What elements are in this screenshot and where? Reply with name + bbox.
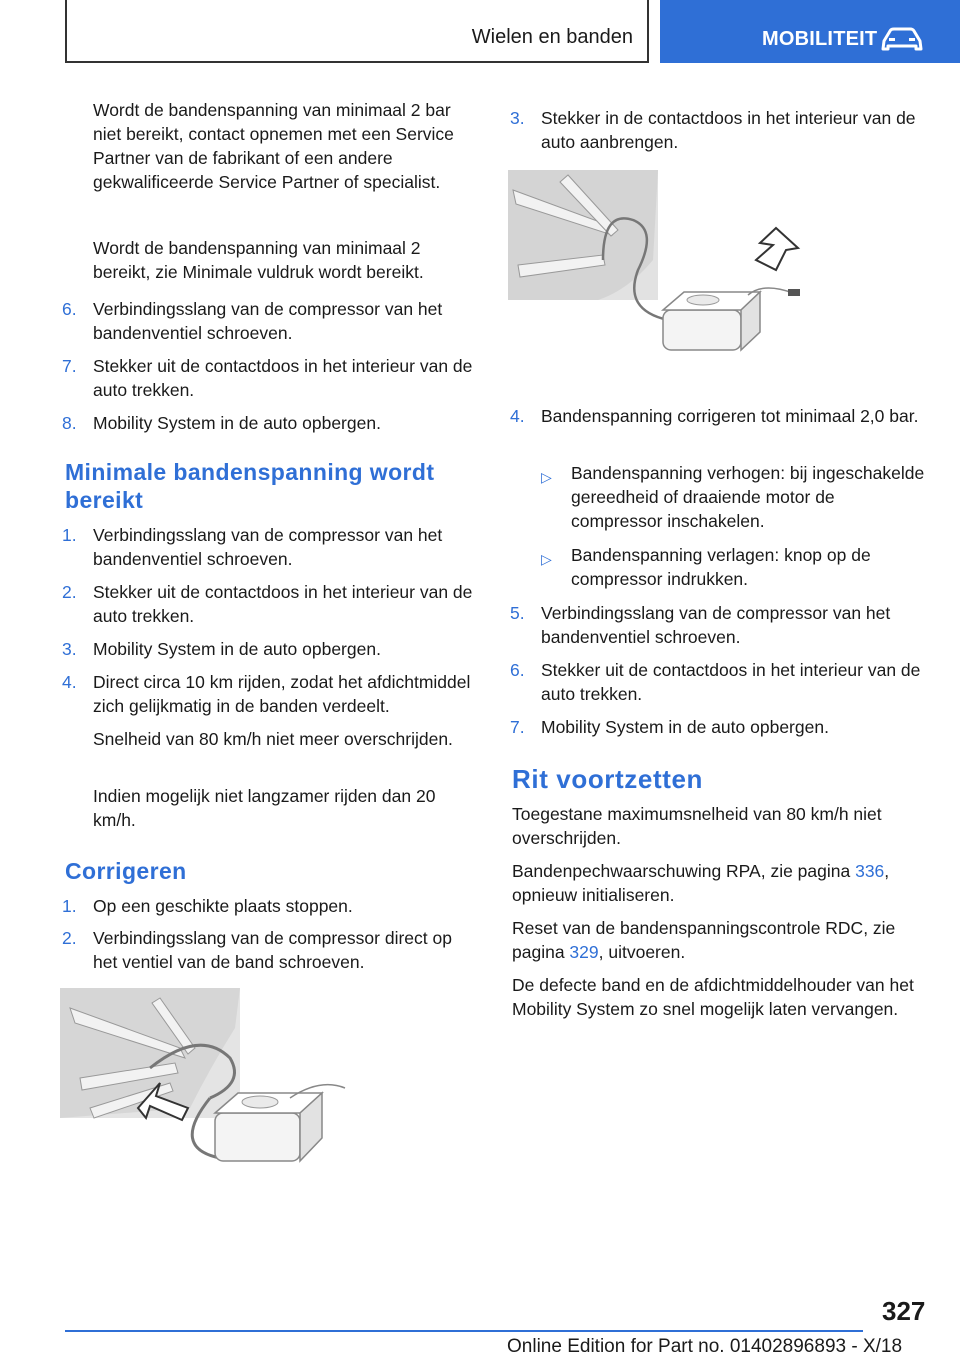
car-icon [880,27,924,58]
list-item: 7. Stekker uit de contactdoos in het interieur van de auto trekken. [62,356,473,400]
list-item: 3. Stekker in de contactdoos in het interieur van de auto aanbrengen. [510,108,916,152]
triangle-bullet-icon: ▷ [541,469,552,485]
list-item: 3. Mobility System in de auto opbergen. [62,639,381,659]
list-item: 4. Bandenspanning corrigeren tot minimaal 2,0 bar. [510,406,919,426]
header-section-box [65,0,649,63]
list-item: 6. Verbindingsslang van de compressor van het bandenventiel schroeven. [62,299,443,343]
list-item: 2. Verbindingsslang van de compressor direct op het ventiel van de band schroeven. [62,928,452,972]
list-item: 4. Direct circa 10 km rijden, zodat het afdichtmiddel zich gelijkmatig in de banden verdeelt. [62,672,471,716]
note-speed-min: Indien mogelijk niet langzamer rijden dan 20 km/h. [93,786,436,830]
list-item: 6. Stekker uit de contactdoos in het interieur van de auto trekken. [510,660,921,704]
heading-continue-drive: Rit voortzetten [512,764,703,794]
paragraph-rdc: Reset van de bandenspanningscontrole RDC, zie pagina 329, uitvoeren. [512,918,896,962]
page-link-329[interactable]: 329 [569,942,599,962]
paragraph-not-reached: Wordt de bandenspanning van minimaal 2 bar niet bereikt, contact opnemen met een Service Partner van de fabrikant of een andere gekwalificeerde Service Partner of specialist. [93,100,454,192]
page-number: 327 [882,1296,926,1326]
list-item: 2. Stekker uit de contactdoos in het interieur van de auto trekken. [62,582,473,626]
bullet-item: ▷ Bandenspanning verhogen: bij ingeschakelde gereedheid of draaiende motor de compressor inschakelen. [541,463,925,531]
footer-divider [65,1330,863,1332]
paragraph-rpa: Bandenpechwaarschuwing RPA, zie pagina 336, opnieuw initialiseren. [512,861,890,905]
chapter-tab[interactable] [660,0,960,63]
list-item: 1. Verbindingsslang van de compressor van het bandenventiel schroeven. [62,525,443,569]
paragraph-max-speed: Toegestane maximumsnelheid van 80 km/h niet overschrijden. [512,804,882,848]
illustration-compressor-valve [60,988,360,1170]
edition-text: Online Edition for Part no. 01402896893 - X/18 [507,1336,903,1357]
list-item: 1. Op een geschikte plaats stoppen. [62,896,353,916]
illustration-compressor-socket [508,170,808,355]
page-link-336[interactable]: 336 [855,861,885,881]
bullet-item: ▷ Bandenspanning verlagen: knop op de compressor indrukken. [541,545,871,589]
chapter-title: MOBILITEIT [762,28,878,50]
list-item: 7. Mobility System in de auto opbergen. [510,717,829,737]
heading-correct: Corrigeren [65,858,187,884]
paragraph-replace: De defecte band en de afdichtmiddelhouder van het Mobility System zo snel mogelijk laten vervangen. [512,975,914,1019]
paragraph-reached: Wordt de bandenspanning van minimaal 2 bereikt, zie Minimale vuldruk wordt bereikt. [93,238,424,282]
heading-min-pressure: Minimale bandenspanning wordt bereikt [65,459,435,513]
list-item: 8. Mobility System in de auto opbergen. [62,413,381,433]
note-speed-max: Snelheid van 80 km/h niet meer overschrijden. [93,729,453,749]
section-title: Wielen en banden [471,26,633,48]
triangle-bullet-icon: ▷ [541,551,552,567]
list-item: 5. Verbindingsslang van de compressor van het bandenventiel schroeven. [510,603,891,647]
